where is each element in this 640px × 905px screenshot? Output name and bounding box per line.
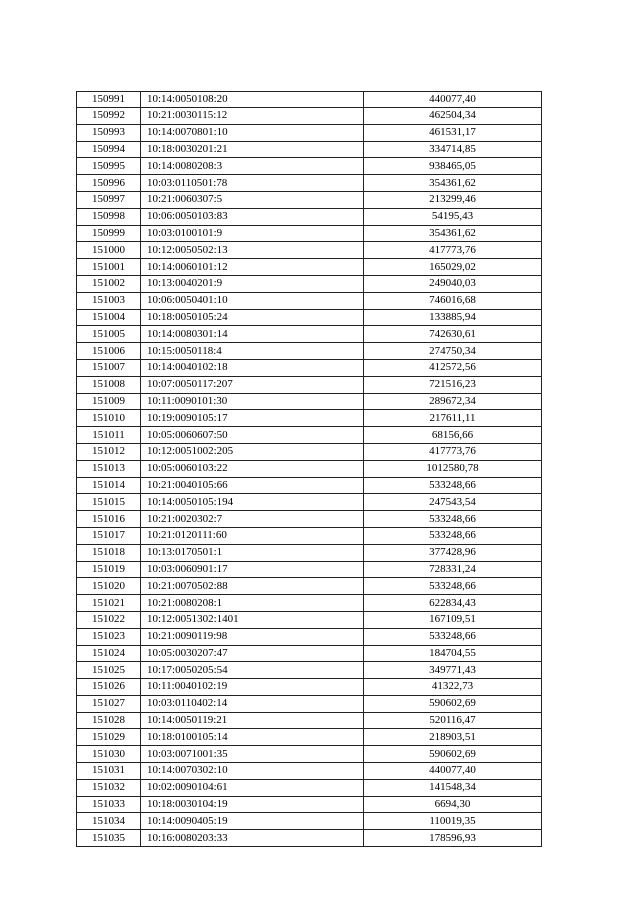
amount-cell: 167109,51: [364, 611, 542, 628]
record-id-cell: 150996: [77, 175, 141, 192]
table-row: [77, 191, 542, 208]
table-row: [77, 410, 542, 427]
cadastral-number-cell: 10:21:0080208:1: [141, 595, 364, 612]
record-id-cell: 151015: [77, 494, 141, 511]
table-row: [77, 175, 542, 192]
table-row: [77, 343, 542, 360]
record-id-cell: 151033: [77, 796, 141, 813]
amount-cell: 533248,66: [364, 477, 542, 494]
record-id-cell: 150991: [77, 92, 141, 108]
record-id-cell: 151010: [77, 410, 141, 427]
record-id-cell: 151007: [77, 359, 141, 376]
record-id-cell: 151016: [77, 511, 141, 528]
table-row: [77, 275, 542, 292]
table-row: [77, 309, 542, 326]
cadastral-number-cell: 10:14:0050108:20: [141, 92, 364, 108]
amount-cell: 184704,55: [364, 645, 542, 662]
table-row: [77, 443, 542, 460]
table-row: [77, 108, 542, 125]
table-row: [77, 494, 542, 511]
record-id-cell: 150998: [77, 208, 141, 225]
cadastral-number-cell: 10:03:0110501:78: [141, 175, 364, 192]
table-row: [77, 225, 542, 242]
record-id-cell: 151022: [77, 611, 141, 628]
record-id-cell: 151001: [77, 259, 141, 276]
table-row: [77, 813, 542, 830]
record-id-cell: 151021: [77, 595, 141, 612]
record-id-cell: 150995: [77, 158, 141, 175]
cadastral-number-cell: 10:18:0030104:19: [141, 796, 364, 813]
cadastral-number-cell: 10:03:0060901:17: [141, 561, 364, 578]
cadastral-number-cell: 10:03:0100101:9: [141, 225, 364, 242]
cadastral-number-cell: 10:18:0100105:14: [141, 729, 364, 746]
table-row: [77, 578, 542, 595]
amount-cell: 141548,34: [364, 779, 542, 796]
record-id-cell: 150993: [77, 124, 141, 141]
record-id-cell: 151011: [77, 427, 141, 444]
cadastral-number-cell: 10:14:0050119:21: [141, 712, 364, 729]
record-id-cell: 150997: [77, 191, 141, 208]
record-id-cell: 151018: [77, 544, 141, 561]
record-id-cell: 151027: [77, 695, 141, 712]
record-id-cell: 151020: [77, 578, 141, 595]
record-id-cell: 151006: [77, 343, 141, 360]
amount-cell: 110019,35: [364, 813, 542, 830]
cadastral-number-cell: 10:14:0050105:194: [141, 494, 364, 511]
cadastral-number-cell: 10:14:0090405:19: [141, 813, 364, 830]
amount-cell: 746016,68: [364, 292, 542, 309]
amount-cell: 68156,66: [364, 427, 542, 444]
table-row: [77, 359, 542, 376]
amount-cell: 440077,40: [364, 763, 542, 780]
amount-cell: 728331,24: [364, 561, 542, 578]
amount-cell: 274750,34: [364, 343, 542, 360]
record-id-cell: 151023: [77, 628, 141, 645]
table-row: [77, 242, 542, 259]
cadastral-number-cell: 10:06:0050401:10: [141, 292, 364, 309]
amount-cell: 461531,17: [364, 124, 542, 141]
record-id-cell: 151000: [77, 242, 141, 259]
cadastral-number-cell: 10:21:0040105:66: [141, 477, 364, 494]
amount-cell: 289672,34: [364, 393, 542, 410]
amount-cell: 354361,62: [364, 175, 542, 192]
cadastral-number-cell: 10:21:0060307:5: [141, 191, 364, 208]
cadastral-number-cell: 10:14:0060101:12: [141, 259, 364, 276]
record-id-cell: 151035: [77, 830, 141, 847]
amount-cell: 533248,66: [364, 628, 542, 645]
amount-cell: 1012580,78: [364, 460, 542, 477]
table-row: [77, 326, 542, 343]
table-row: [77, 712, 542, 729]
record-id-cell: 151029: [77, 729, 141, 746]
amount-cell: 213299,46: [364, 191, 542, 208]
cadastral-number-cell: 10:21:0090119:98: [141, 628, 364, 645]
amount-cell: 622834,43: [364, 595, 542, 612]
table-row: [77, 141, 542, 158]
amount-cell: 249040,03: [364, 275, 542, 292]
record-id-cell: 151002: [77, 275, 141, 292]
table-row: [77, 527, 542, 544]
table-row: [77, 645, 542, 662]
cadastral-number-cell: 10:14:0080301:14: [141, 326, 364, 343]
amount-cell: 6694,30: [364, 796, 542, 813]
cadastral-number-cell: 10:15:0050118:4: [141, 343, 364, 360]
table-row: [77, 158, 542, 175]
amount-cell: 54195,43: [364, 208, 542, 225]
record-id-cell: 151025: [77, 662, 141, 679]
cadastral-number-cell: 10:19:0090105:17: [141, 410, 364, 427]
record-id-cell: 151014: [77, 477, 141, 494]
cadastral-number-cell: 10:05:0060103:22: [141, 460, 364, 477]
table-row: [77, 779, 542, 796]
cadastral-number-cell: 10:14:0080208:3: [141, 158, 364, 175]
record-id-cell: 150999: [77, 225, 141, 242]
table-row: [77, 427, 542, 444]
cadastral-number-cell: 10:05:0030207:47: [141, 645, 364, 662]
amount-cell: 41322,73: [364, 679, 542, 696]
table-row: [77, 595, 542, 612]
amount-cell: 520116,47: [364, 712, 542, 729]
cadastral-number-cell: 10:06:0050103:83: [141, 208, 364, 225]
cadastral-number-cell: 10:18:0030201:21: [141, 141, 364, 158]
amount-cell: 417773,76: [364, 242, 542, 259]
amount-cell: 133885,94: [364, 309, 542, 326]
amount-cell: 165029,02: [364, 259, 542, 276]
records-table-body: [77, 92, 542, 847]
table-row: [77, 763, 542, 780]
cadastral-number-cell: 10:12:0051302:1401: [141, 611, 364, 628]
record-id-cell: 151031: [77, 763, 141, 780]
cadastral-number-cell: 10:21:0120111:60: [141, 527, 364, 544]
record-id-cell: 151012: [77, 443, 141, 460]
amount-cell: 217611,11: [364, 410, 542, 427]
records-table: [76, 91, 542, 847]
record-id-cell: 151003: [77, 292, 141, 309]
cadastral-number-cell: 10:12:0051002:205: [141, 443, 364, 460]
record-id-cell: 151013: [77, 460, 141, 477]
cadastral-number-cell: 10:13:0040201:9: [141, 275, 364, 292]
amount-cell: 218903,51: [364, 729, 542, 746]
amount-cell: 354361,62: [364, 225, 542, 242]
cadastral-number-cell: 10:02:0090104:61: [141, 779, 364, 796]
record-id-cell: 150994: [77, 141, 141, 158]
table-row: [77, 561, 542, 578]
record-id-cell: 151030: [77, 746, 141, 763]
table-row: [77, 544, 542, 561]
table-row: [77, 292, 542, 309]
amount-cell: 349771,43: [364, 662, 542, 679]
cadastral-number-cell: 10:12:0050502:13: [141, 242, 364, 259]
table-row: [77, 511, 542, 528]
table-row: [77, 208, 542, 225]
cadastral-number-cell: 10:17:0050205:54: [141, 662, 364, 679]
amount-cell: 721516,23: [364, 376, 542, 393]
record-id-cell: 151032: [77, 779, 141, 796]
table-row: [77, 796, 542, 813]
amount-cell: 533248,66: [364, 578, 542, 595]
table-row: [77, 662, 542, 679]
table-row: [77, 695, 542, 712]
table-row: [77, 393, 542, 410]
record-id-cell: 151028: [77, 712, 141, 729]
table-row: [77, 679, 542, 696]
amount-cell: 742630,61: [364, 326, 542, 343]
cadastral-number-cell: 10:21:0070502:88: [141, 578, 364, 595]
cadastral-number-cell: 10:14:0040102:18: [141, 359, 364, 376]
cadastral-number-cell: 10:07:0050117:207: [141, 376, 364, 393]
cadastral-number-cell: 10:21:0020302:7: [141, 511, 364, 528]
table-row: [77, 460, 542, 477]
cadastral-number-cell: 10:11:0090101:30: [141, 393, 364, 410]
record-id-cell: 151009: [77, 393, 141, 410]
cadastral-number-cell: 10:03:0071001:35: [141, 746, 364, 763]
amount-cell: 417773,76: [364, 443, 542, 460]
table-row: [77, 611, 542, 628]
amount-cell: 178596,93: [364, 830, 542, 847]
table-row: [77, 259, 542, 276]
amount-cell: 590602,69: [364, 695, 542, 712]
table-row: [77, 729, 542, 746]
cadastral-number-cell: 10:14:0070801:10: [141, 124, 364, 141]
record-id-cell: 150992: [77, 108, 141, 125]
cadastral-number-cell: 10:05:0060607:50: [141, 427, 364, 444]
table-row: [77, 124, 542, 141]
amount-cell: 377428,96: [364, 544, 542, 561]
record-id-cell: 151034: [77, 813, 141, 830]
table-row: [77, 746, 542, 763]
record-id-cell: 151004: [77, 309, 141, 326]
record-id-cell: 151017: [77, 527, 141, 544]
amount-cell: 440077,40: [364, 92, 542, 108]
cadastral-number-cell: 10:14:0070302:10: [141, 763, 364, 780]
table-row: [77, 477, 542, 494]
table-row: [77, 628, 542, 645]
record-id-cell: 151005: [77, 326, 141, 343]
record-id-cell: 151008: [77, 376, 141, 393]
amount-cell: 938465,05: [364, 158, 542, 175]
table-row: [77, 92, 542, 108]
cadastral-number-cell: 10:11:0040102:19: [141, 679, 364, 696]
amount-cell: 533248,66: [364, 511, 542, 528]
amount-cell: 334714,85: [364, 141, 542, 158]
cadastral-number-cell: 10:16:0080203:33: [141, 830, 364, 847]
table-row: [77, 830, 542, 847]
record-id-cell: 151019: [77, 561, 141, 578]
cadastral-number-cell: 10:21:0030115:12: [141, 108, 364, 125]
amount-cell: 590602,69: [364, 746, 542, 763]
cadastral-number-cell: 10:13:0170501:1: [141, 544, 364, 561]
record-id-cell: 151024: [77, 645, 141, 662]
amount-cell: 247543,54: [364, 494, 542, 511]
amount-cell: 412572,56: [364, 359, 542, 376]
cadastral-number-cell: 10:03:0110402:14: [141, 695, 364, 712]
table-row: [77, 376, 542, 393]
cadastral-number-cell: 10:18:0050105:24: [141, 309, 364, 326]
amount-cell: 462504,34: [364, 108, 542, 125]
record-id-cell: 151026: [77, 679, 141, 696]
amount-cell: 533248,66: [364, 527, 542, 544]
